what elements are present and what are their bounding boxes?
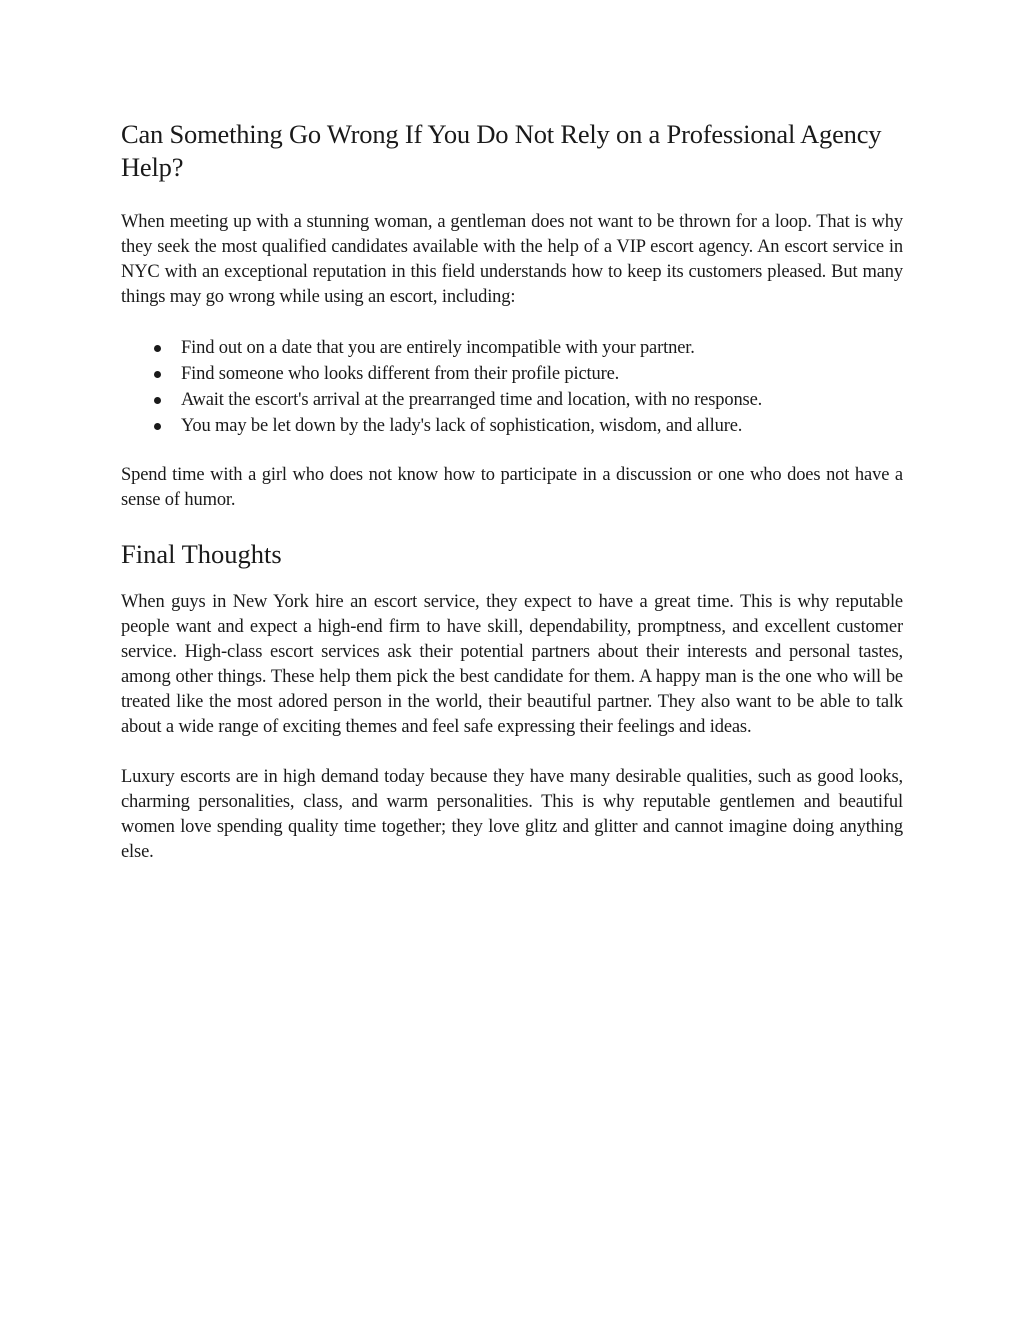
list-item	[121, 361, 903, 387]
list-item	[121, 387, 903, 413]
bullet-icon	[154, 397, 161, 404]
body-paragraph: When meeting up with a stunning woman, a gentleman does not want to be thrown for a loop. That is why they seek the most qualified candidates available with the help of a VIP escort agency. An escort service in NYC with an exceptional reputation in this field understands how to keep its customers pleased. But many things may go wrong while using an escort, including:	[121, 212, 903, 307]
list-item-text: Find out on a date that you are entirely incompatible with your partner.	[181, 338, 695, 358]
body-paragraph: When guys in New York hire an escort service, they expect to have a great time. This is why reputable people want and expect a high-end firm to have skill, dependability, promptness, and excellent customer service. High-class escort services ask their potential partners about their interests and personal tastes, among other things. These help them pick the best candidate for them. A happy man is the one who will be treated like the most adored person in the world, their beautiful partner. They also want to be able to talk about a wide range of exciting themes and feel safe expressing their feelings and ideas.	[121, 592, 903, 737]
section-heading: Can Something Go Wrong If You Do Not Rely on a Professional Agency Help?	[121, 119, 882, 182]
document-page	[121, 118, 903, 890]
bullet-list	[121, 335, 903, 439]
bullet-icon	[154, 345, 161, 352]
list-item	[121, 413, 903, 439]
bullet-icon	[154, 423, 161, 430]
list-item-text: You may be let down by the lady's lack of sophistication, wisdom, and allure.	[181, 416, 743, 436]
list-item-text: Find someone who looks different from their profile picture.	[181, 364, 620, 384]
section-heading-final-thoughts: Final Thoughts	[121, 539, 282, 569]
list-item	[121, 335, 903, 361]
body-paragraph: Spend time with a girl who does not know how to participate in a discussion or one who does not have a sense of humor.	[121, 465, 903, 510]
bullet-icon	[154, 371, 161, 378]
body-paragraph: Luxury escorts are in high demand today because they have many desirable qualities, such as good looks, charming personalities, class, and warm personalities. This is why reputable gentlemen and beautiful women love spending quality time together; they love glitz and glitter and cannot imagine doing anything else.	[121, 767, 903, 862]
list-item-text: Await the escort's arrival at the prearranged time and location, with no response.	[181, 390, 763, 410]
